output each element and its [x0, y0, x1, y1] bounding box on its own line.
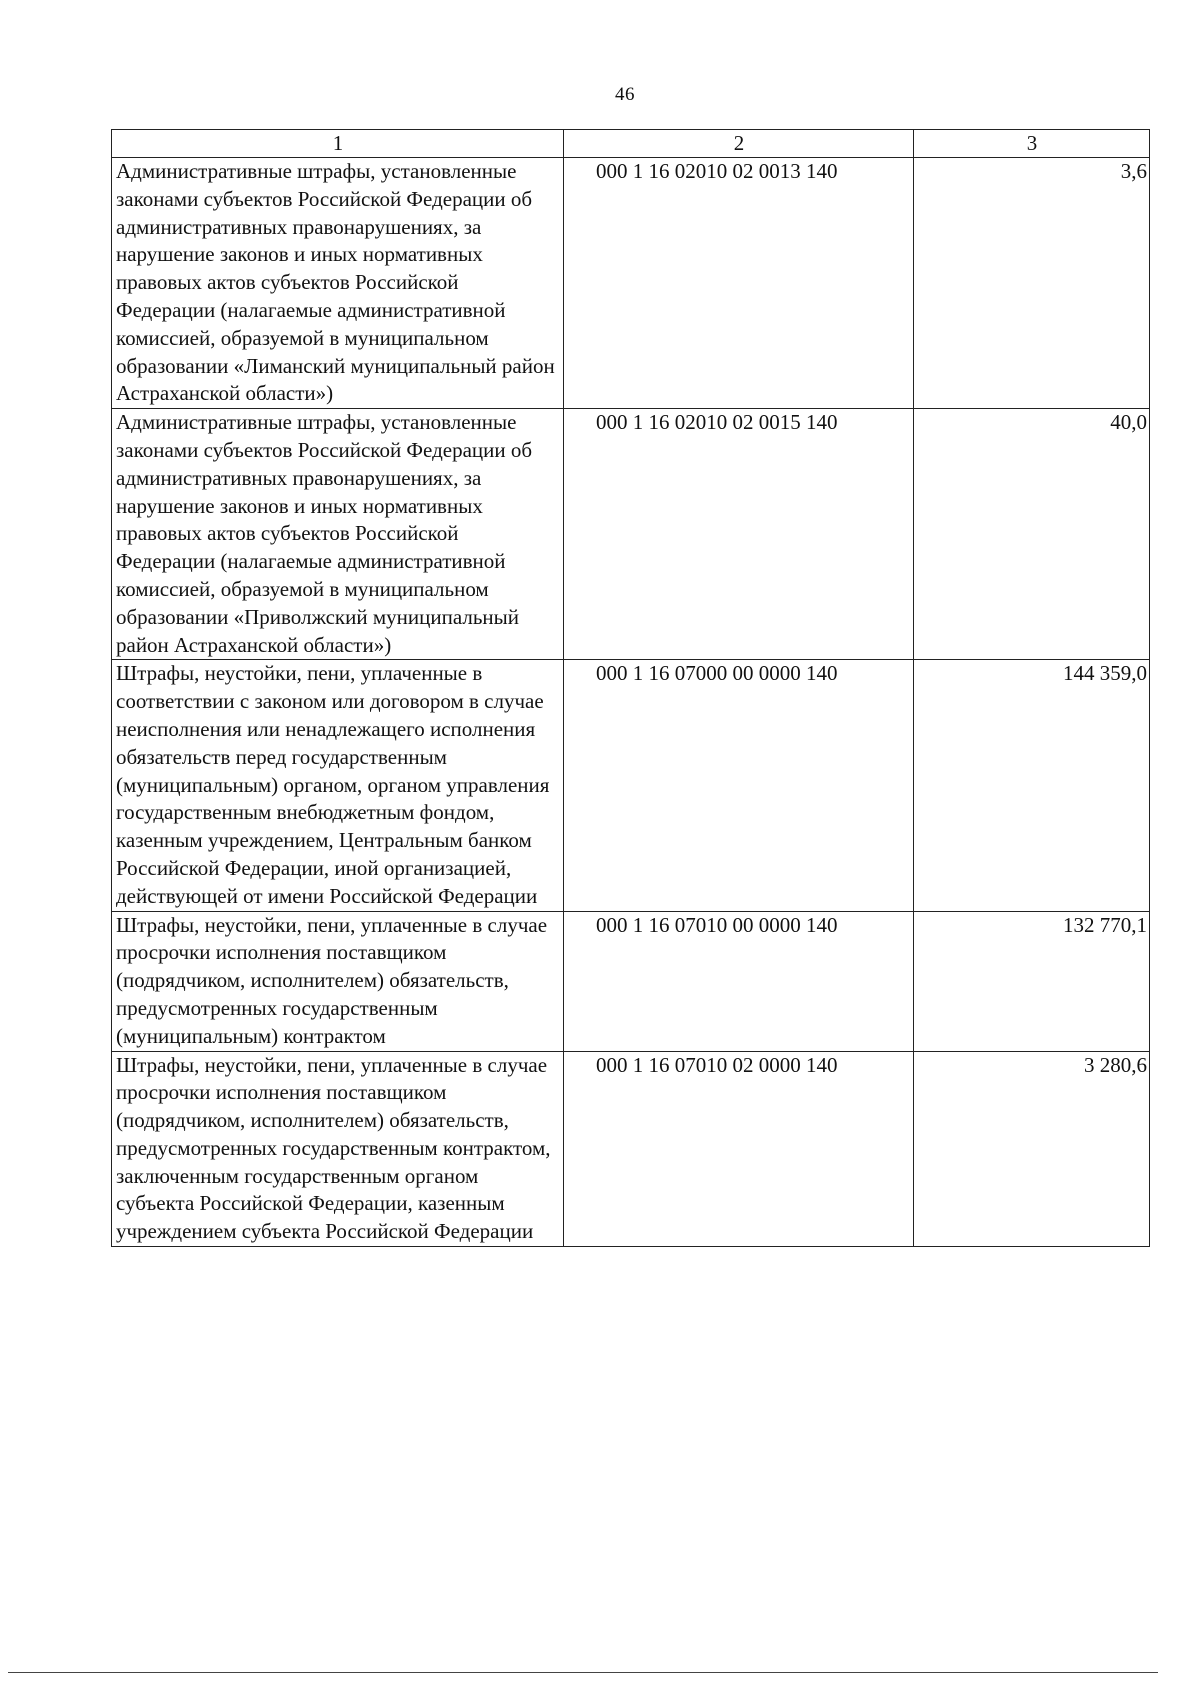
row-amount-cell: 3,6 — [914, 158, 1150, 409]
row-name-cell: Штрафы, неустойки, пени, уплаченные в случае просрочки исполнения поставщиком (подрядчиком, исполнителем) обязательств, предусмотренных государственным контрактом, заключенным государственным органом субъекта Российской Федерации, казенным учреждением субъекта Российской Федерации — [112, 1051, 564, 1247]
table-row — [112, 660, 1150, 911]
column-header-name: 1 — [112, 130, 564, 158]
page-number: 46 — [615, 84, 635, 105]
table-row — [112, 1051, 1150, 1247]
row-code-cell: 000 1 16 07010 00 0000 140 — [564, 911, 914, 1051]
row-amount-cell: 40,0 — [914, 409, 1150, 660]
column-header-amount: 3 — [914, 130, 1150, 158]
table-row — [112, 158, 1150, 409]
row-name-cell: Штрафы, неустойки, пени, уплаченные в соответствии с законом или договором в случае неисполнения или ненадлежащего исполнения обязательств перед государственным (муниципальным) органом, органом управления государственным внебюджетным фондом, казенным учреждением, Центральным банком Российской Федерации, иной организацией, действующей от имени Российской Федерации — [112, 660, 564, 911]
row-amount-cell: 132 770,1 — [914, 911, 1150, 1051]
table-header-row — [112, 130, 1150, 158]
row-amount-cell: 3 280,6 — [914, 1051, 1150, 1247]
row-amount-cell: 144 359,0 — [914, 660, 1150, 911]
row-name-cell: Административные штрафы, установленные законами субъектов Российской Федерации об административных правонарушениях, за нарушение законов и иных нормативных правовых актов субъектов Российской Федерации (налагаемые административной комиссией, образуемой в муниципальном образовании «Приволжский муниципальный район Астраханской области») — [112, 409, 564, 660]
row-code-cell: 000 1 16 07010 02 0000 140 — [564, 1051, 914, 1247]
table-row — [112, 911, 1150, 1051]
table-row — [112, 409, 1150, 660]
row-code-cell: 000 1 16 02010 02 0015 140 — [564, 409, 914, 660]
row-name-cell: Административные штрафы, установленные законами субъектов Российской Федерации об административных правонарушениях, за нарушение законов и иных нормативных правовых актов субъектов Российской Федерации (налагаемые административной комиссией, образуемой в муниципальном образовании «Лиманский муниципальный район Астраханской области») — [112, 158, 564, 409]
row-name-cell: Штрафы, неустойки, пени, уплаченные в случае просрочки исполнения поставщиком (подрядчиком, исполнителем) обязательств, предусмотренных государственным (муниципальным) контрактом — [112, 911, 564, 1051]
row-code-cell: 000 1 16 02010 02 0013 140 — [564, 158, 914, 409]
row-code-cell: 000 1 16 07000 00 0000 140 — [564, 660, 914, 911]
column-header-code: 2 — [564, 130, 914, 158]
budget-revenue-table — [111, 129, 1150, 1247]
footer-divider — [8, 1672, 1158, 1673]
